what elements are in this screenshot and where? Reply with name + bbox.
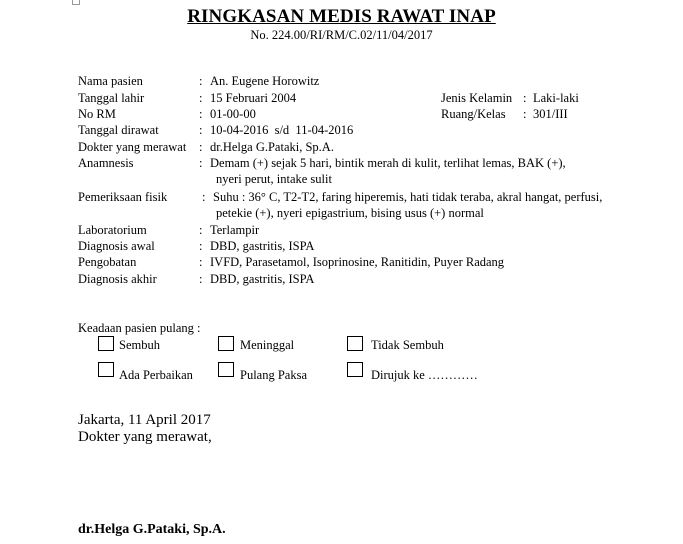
laboratorium-value: Terlampir xyxy=(210,223,260,237)
field-row-no-rm xyxy=(78,106,638,122)
separator-colon: : xyxy=(199,91,203,105)
document-number: No. 224.00/RI/RM/C.02/11/04/2017 xyxy=(250,28,433,42)
separator-colon: : xyxy=(199,123,203,137)
anamnesis-label: Anamnesis xyxy=(78,156,134,170)
tanggal-lahir-value: 15 Februari 2004 xyxy=(210,91,297,105)
separator-colon: : xyxy=(199,272,203,286)
diagnosis-awal-value: DBD, gastritis, ISPA xyxy=(210,239,315,253)
option-label-tidak-sembuh: Tidak Sembuh xyxy=(371,338,444,352)
separator-colon: : xyxy=(199,74,203,88)
signature-role: Dokter yang merawat, xyxy=(78,429,212,445)
anamnesis-value-line1: Demam (+) sejak 5 hari, bintik merah di kulit, terlihat lemas, BAK (+), xyxy=(210,156,566,170)
jenis-kelamin-value: Laki-laki xyxy=(533,91,579,105)
signature-place-date: Jakarta, 11 April 2017 xyxy=(78,412,211,428)
ruang-kelas-value: 301/III xyxy=(533,107,568,121)
page-corner-mark xyxy=(72,0,80,5)
no-rm-label: No RM xyxy=(78,107,116,121)
separator-colon: : xyxy=(523,91,527,105)
option-label-ada-perbaikan: Ada Perbaikan xyxy=(119,368,193,382)
separator-colon: : xyxy=(199,223,203,237)
nama-pasien-value: An. Eugene Horowitz xyxy=(210,74,320,88)
dokter-value: dr.Helga G.Pataki, Sp.A. xyxy=(210,140,334,154)
pemeriksaan-fisik-label: Pemeriksaan fisik xyxy=(78,190,168,204)
separator-colon: : xyxy=(199,107,203,121)
dokter-label: Dokter yang merawat xyxy=(78,140,187,154)
separator-colon: : xyxy=(199,156,203,170)
pengobatan-label: Pengobatan xyxy=(78,255,137,269)
discharge-status-label: Keadaan pasien pulang : xyxy=(78,321,201,335)
jenis-kelamin-label: Jenis Kelamin xyxy=(441,91,513,105)
checkbox-tidak-sembuh[interactable] xyxy=(347,336,363,351)
separator-colon: : xyxy=(523,107,527,121)
checkbox-dirujuk[interactable] xyxy=(347,362,363,377)
tanggal-lahir-label: Tanggal lahir xyxy=(78,91,145,105)
checkbox-meninggal[interactable] xyxy=(218,336,234,351)
pemeriksaan-fisik-value-line1: Suhu : 36° C, T2-T2, faring hiperemis, hati tidak teraba, akral hangat, perfusi, xyxy=(213,190,603,204)
pemeriksaan-fisik-value-line2: petekie (+), nyeri epigastrium, bising usus (+) normal xyxy=(216,206,484,220)
checkbox-sembuh[interactable] xyxy=(98,336,114,351)
separator-colon: : xyxy=(199,239,203,253)
option-label-dirujuk: Dirujuk ke ………… xyxy=(371,368,478,382)
nama-pasien-label: Nama pasien xyxy=(78,74,143,88)
anamnesis-value-line2: nyeri perut, intake sulit xyxy=(216,172,332,186)
ruang-kelas-label: Ruang/Kelas xyxy=(441,107,506,121)
pengobatan-value: IVFD, Parasetamol, Isoprinosine, Ranitidin, Puyer Radang xyxy=(210,255,505,269)
diagnosis-akhir-label: Diagnosis akhir xyxy=(78,272,157,286)
signature-name: dr.Helga G.Pataki, Sp.A. xyxy=(78,522,226,537)
separator-colon: : xyxy=(199,140,203,154)
checkbox-ada-perbaikan[interactable] xyxy=(98,362,114,377)
option-label-pulang-paksa: Pulang Paksa xyxy=(240,368,308,382)
field-row-tanggal-lahir xyxy=(78,90,638,106)
no-rm-value: 01-00-00 xyxy=(210,107,256,121)
diagnosis-awal-label: Diagnosis awal xyxy=(78,239,155,253)
tanggal-dirawat-value: 10-04-2016 s/d 11-04-2016 xyxy=(210,123,354,137)
tanggal-dirawat-label: Tanggal dirawat xyxy=(78,123,159,137)
separator-colon: : xyxy=(202,190,206,204)
laboratorium-label: Laboratorium xyxy=(78,223,147,237)
option-label-meninggal: Meninggal xyxy=(240,338,295,352)
checkbox-pulang-paksa[interactable] xyxy=(218,362,234,377)
document-title: RINGKASAN MEDIS RAWAT INAP xyxy=(187,6,496,27)
separator-colon: : xyxy=(199,255,203,269)
option-label-sembuh: Sembuh xyxy=(119,338,160,352)
diagnosis-akhir-value: DBD, gastritis, ISPA xyxy=(210,272,315,286)
